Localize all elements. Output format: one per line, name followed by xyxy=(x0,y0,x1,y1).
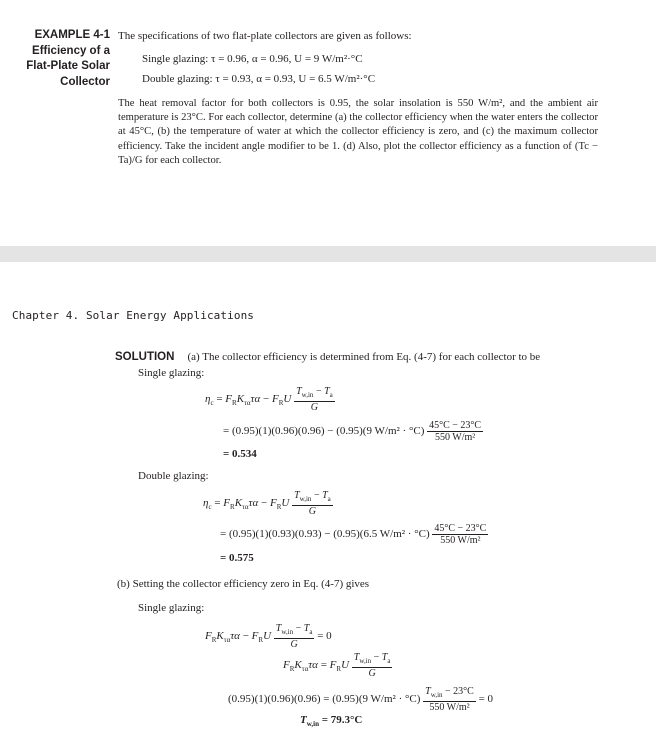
zero-result-value: = 79.3°C xyxy=(321,714,363,726)
single-substitution xyxy=(223,420,483,443)
example-number: EXAMPLE 4-1 xyxy=(34,29,110,41)
zero-substitution-text: (0.95)(1)(0.96)(0.96) = (0.95)(9 W/m² · °C) xyxy=(228,693,421,706)
problem-paragraph: The heat removal factor for both collectors is 0.95, the solar insolation is 550 W/m², and the ambient air temperature is 23°C. For each collector, determine (a) the collector efficiency when the water enters the collector at 45°C, (b) the temperature of water at which the collector efficiency is zero, and (c) the maximum collector efficiency. Take the incident angle modifier to be 1. (d) Also, plot the collector efficiency as a function of (Tc − Ta)/G for each collector. xyxy=(118,98,598,166)
single-fraction-num: 45°C − 23°C xyxy=(429,420,482,431)
efficiency-equation-single: $\eta_c = F_RK_{\tau\alpha}\tau\alpha - F_RU$ $\frac{T_{w,in} - T_a}{G}$ xyxy=(205,386,333,413)
double-glazing-spec: Double glazing: τ = 0.93, α = 0.93, U = 6.5 W/m²·°C xyxy=(142,73,376,85)
example-title-line-2: Flat-Plate Solar xyxy=(26,60,110,72)
rearranged-equation: $F_RK_{\tau\alpha}\tau\alpha = F_RU$ $\frac{T_{w,in} - T_a}{G}$ xyxy=(283,652,391,679)
example-title-line-1: Efficiency of a xyxy=(32,44,110,57)
single-substitution-text: = (0.95)(1)(0.96)(0.96) − (0.95)(9 W/m² · °C) xyxy=(223,425,425,438)
efficiency-equation-double: $\eta_c = F_RK_{\tau\alpha}\tau\alpha - F_RU$ $\frac{T_{w,in} - T_a}{G}$ xyxy=(203,490,331,517)
zero-substitution: (0.95)(1)(0.96)(0.96) = (0.95)(9 W/m² · °C) $\frac{T_{w,in} - 23^\circ C}{\text{550 W/m²}}$ = 0 xyxy=(228,686,494,713)
double-substitution-text: = (0.95)(1)(0.93)(0.93) − (0.95)(6.5 W/m² · °C) xyxy=(220,528,430,541)
single-result: = 0.534 xyxy=(223,448,257,460)
example-label xyxy=(20,28,110,90)
equation-fraction: $\frac{T_{w,in} - T_a}{G}$ xyxy=(296,386,333,413)
double-fraction-num: 45°C − 23°C xyxy=(434,523,487,534)
example-title-line-3: Collector xyxy=(60,75,110,88)
part-a-text: (a) The collector efficiency is determined from Eq. (4-7) for each collector to be xyxy=(187,351,541,363)
single-fraction-den: 550 W/m² xyxy=(434,432,476,443)
double-glazing-label: Double glazing: xyxy=(138,470,209,482)
zero-efficiency-equation: $F_RK_{\tau\alpha}\tau\alpha - F_RU$ $\frac{T_{w,in} - T_a}{G}$ = 0 xyxy=(205,623,332,650)
zero-result: $T_{w,in} = 79.3^\circ C$ xyxy=(300,714,363,729)
example-intro: The specifications of two flat-plate collectors are given as follows: xyxy=(118,30,412,42)
double-fraction-den: 550 W/m² xyxy=(440,535,481,546)
page-divider xyxy=(0,246,656,262)
part-b-single-label: Single glazing: xyxy=(138,602,205,614)
single-glazing-label: Single glazing: xyxy=(138,367,205,379)
chapter-title: Chapter 4. Solar Energy Applications xyxy=(12,309,255,322)
single-glazing-spec: Single glazing: τ = 0.96, α = 0.96, U = 9 W/m²·°C xyxy=(142,53,363,65)
part-b-text: (b) Setting the collector efficiency zero in Eq. (4-7) gives xyxy=(117,578,370,590)
zero-fraction-den: 550 W/m² xyxy=(429,702,470,713)
solution-heading: SOLUTION xyxy=(115,351,175,363)
double-result: = 0.575 xyxy=(220,552,254,564)
double-substitution xyxy=(220,523,488,546)
solution-header xyxy=(115,345,540,364)
